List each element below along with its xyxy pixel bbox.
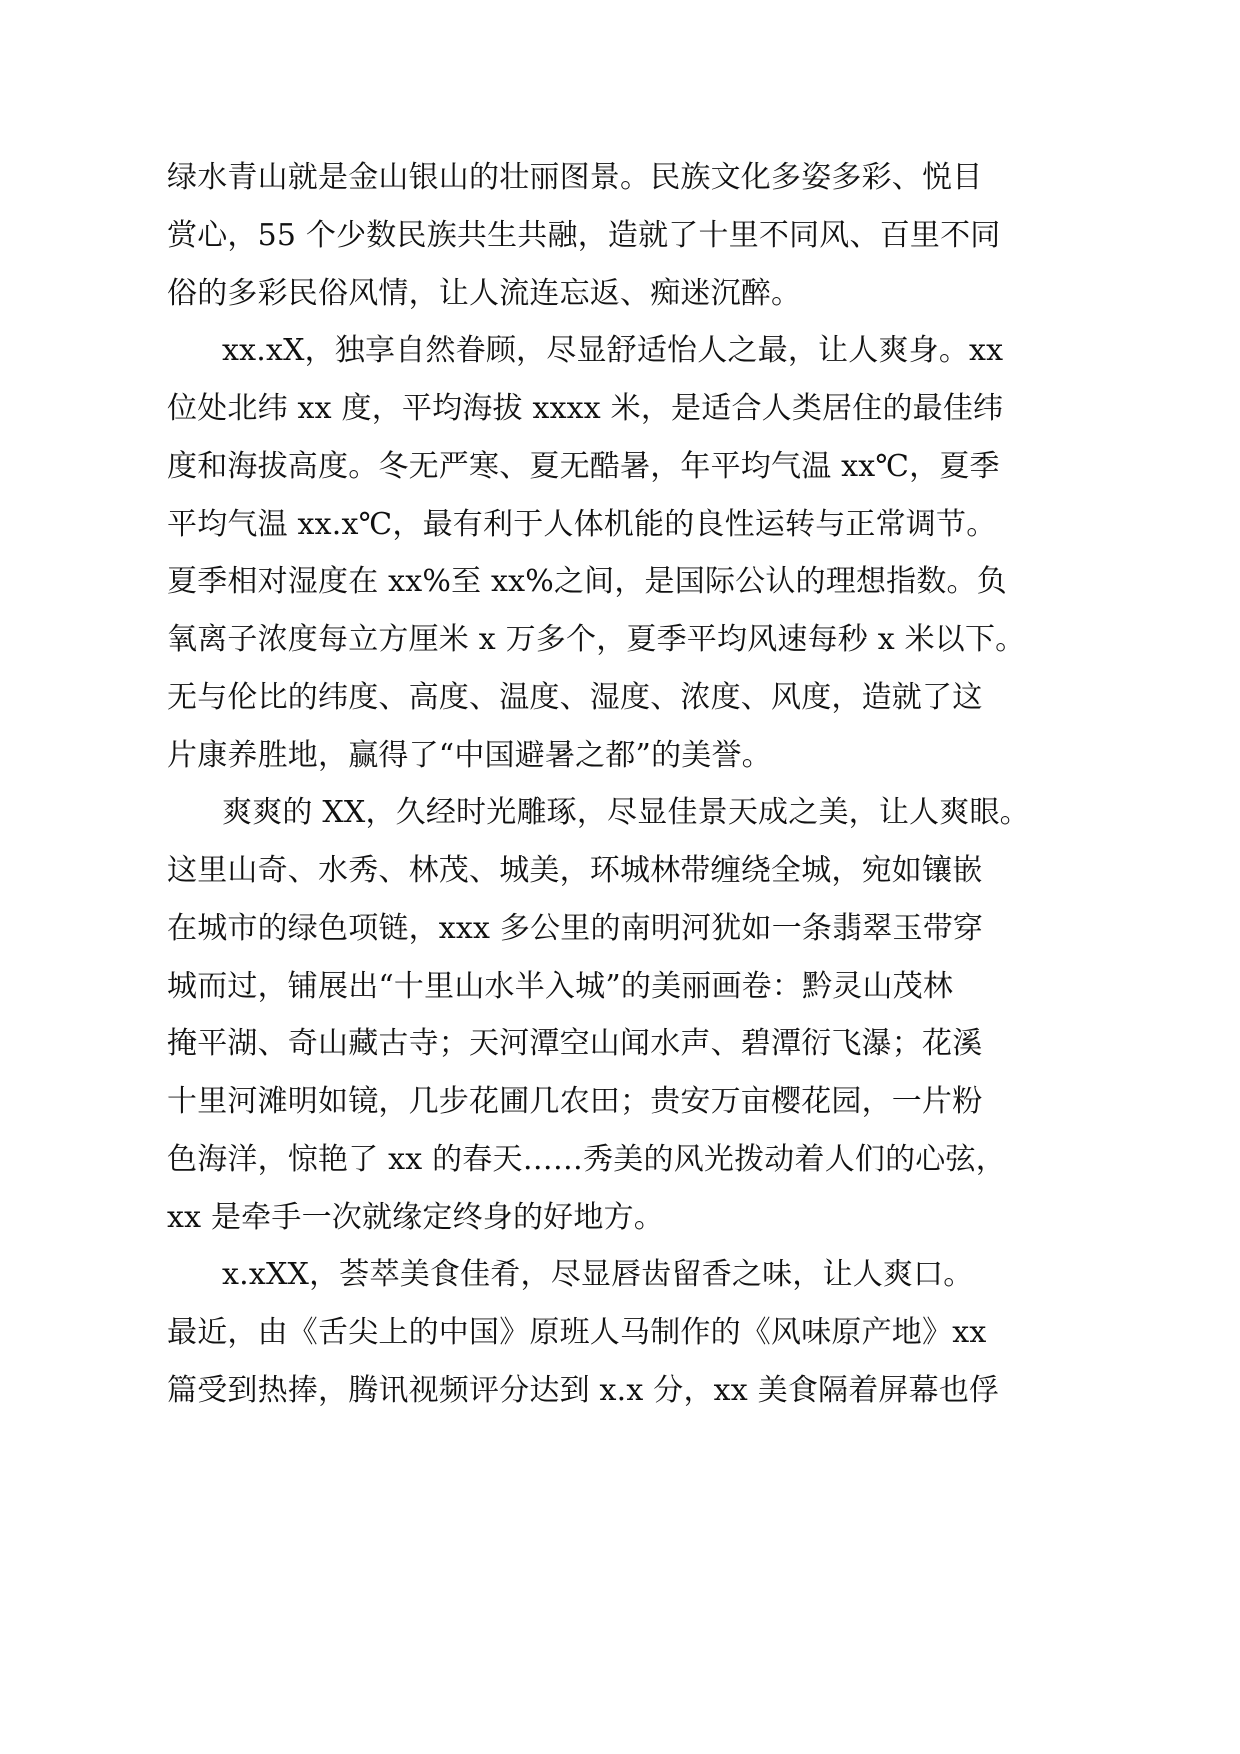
paragraph-first-line: xx.xX，独享自然眷顾，尽显舒适怡人之最，让人爽身。xx xyxy=(222,333,1004,368)
text-line: xx 是牵手一次就缘定终身的好地方。 xyxy=(167,1200,664,1235)
paragraph-first-line: x.xXX，荟萃美食佳肴，尽显唇齿留香之味，让人爽口。 xyxy=(222,1257,974,1292)
text-line: 片康养胜地，赢得了“中国避暑之都”的美誉。 xyxy=(167,738,772,773)
paragraph-first-line: 爽爽的 XX，久经时光雕琢，尽显佳景天成之美，让人爽眼。 xyxy=(222,795,1030,830)
text-line: 无与伦比的纬度、高度、温度、湿度、浓度、风度，造就了这 xyxy=(167,680,983,715)
text-line: 绿水青山就是金山银山的壮丽图景。民族文化多姿多彩、悦目 xyxy=(167,160,983,195)
text-line: 掩平湖、奇山藏古寺；天河潭空山闻水声、碧潭衍飞瀑；花溪 xyxy=(167,1026,983,1061)
text-line: 在城市的绿色项链，xxx 多公里的南明河犹如一条翡翠玉带穿 xyxy=(167,911,984,946)
text-line: 平均气温 xx.x℃，最有利于人体机能的良性运转与正常调节。 xyxy=(167,507,997,542)
text-line: 赏心，55 个少数民族共生共融，造就了十里不同风、百里不同 xyxy=(167,218,1001,253)
text-line: 这里山奇、水秀、林茂、城美，环城林带缠绕全城，宛如镶嵌 xyxy=(167,853,983,888)
text-line: 篇受到热捧，腾讯视频评分达到 x.x 分，xx 美食隔着屏幕也俘 xyxy=(167,1373,1000,1408)
text-line: 位处北纬 xx 度，平均海拔 xxxx 米，是适合人类居住的最佳纬 xyxy=(167,391,1004,426)
text-line: 最近，由《舌尖上的中国》原班人马制作的《风味原产地》xx xyxy=(167,1315,987,1350)
text-line: 氧离子浓度每立方厘米 x 万多个，夏季平均风速每秒 x 米以下。 xyxy=(167,622,1026,657)
text-line: 度和海拔高度。冬无严寒、夏无酷暑，年平均气温 xx℃，夏季 xyxy=(167,449,1000,484)
text-line: 城而过，铺展出“十里山水半入城”的美丽画卷：黔灵山茂林 xyxy=(167,969,954,1004)
text-line: 色海洋，惊艳了 xx 的春天……秀美的风光拨动着人们的心弦， xyxy=(167,1142,1006,1177)
text-line: 十里河滩明如镜，几步花圃几农田；贵安万亩樱花园，一片粉 xyxy=(167,1084,983,1119)
text-line: 夏季相对湿度在 xx%至 xx%之间，是国际公认的理想指数。负 xyxy=(167,564,1007,599)
text-line: 俗的多彩民俗风情，让人流连忘返、痴迷沉醉。 xyxy=(167,276,802,311)
